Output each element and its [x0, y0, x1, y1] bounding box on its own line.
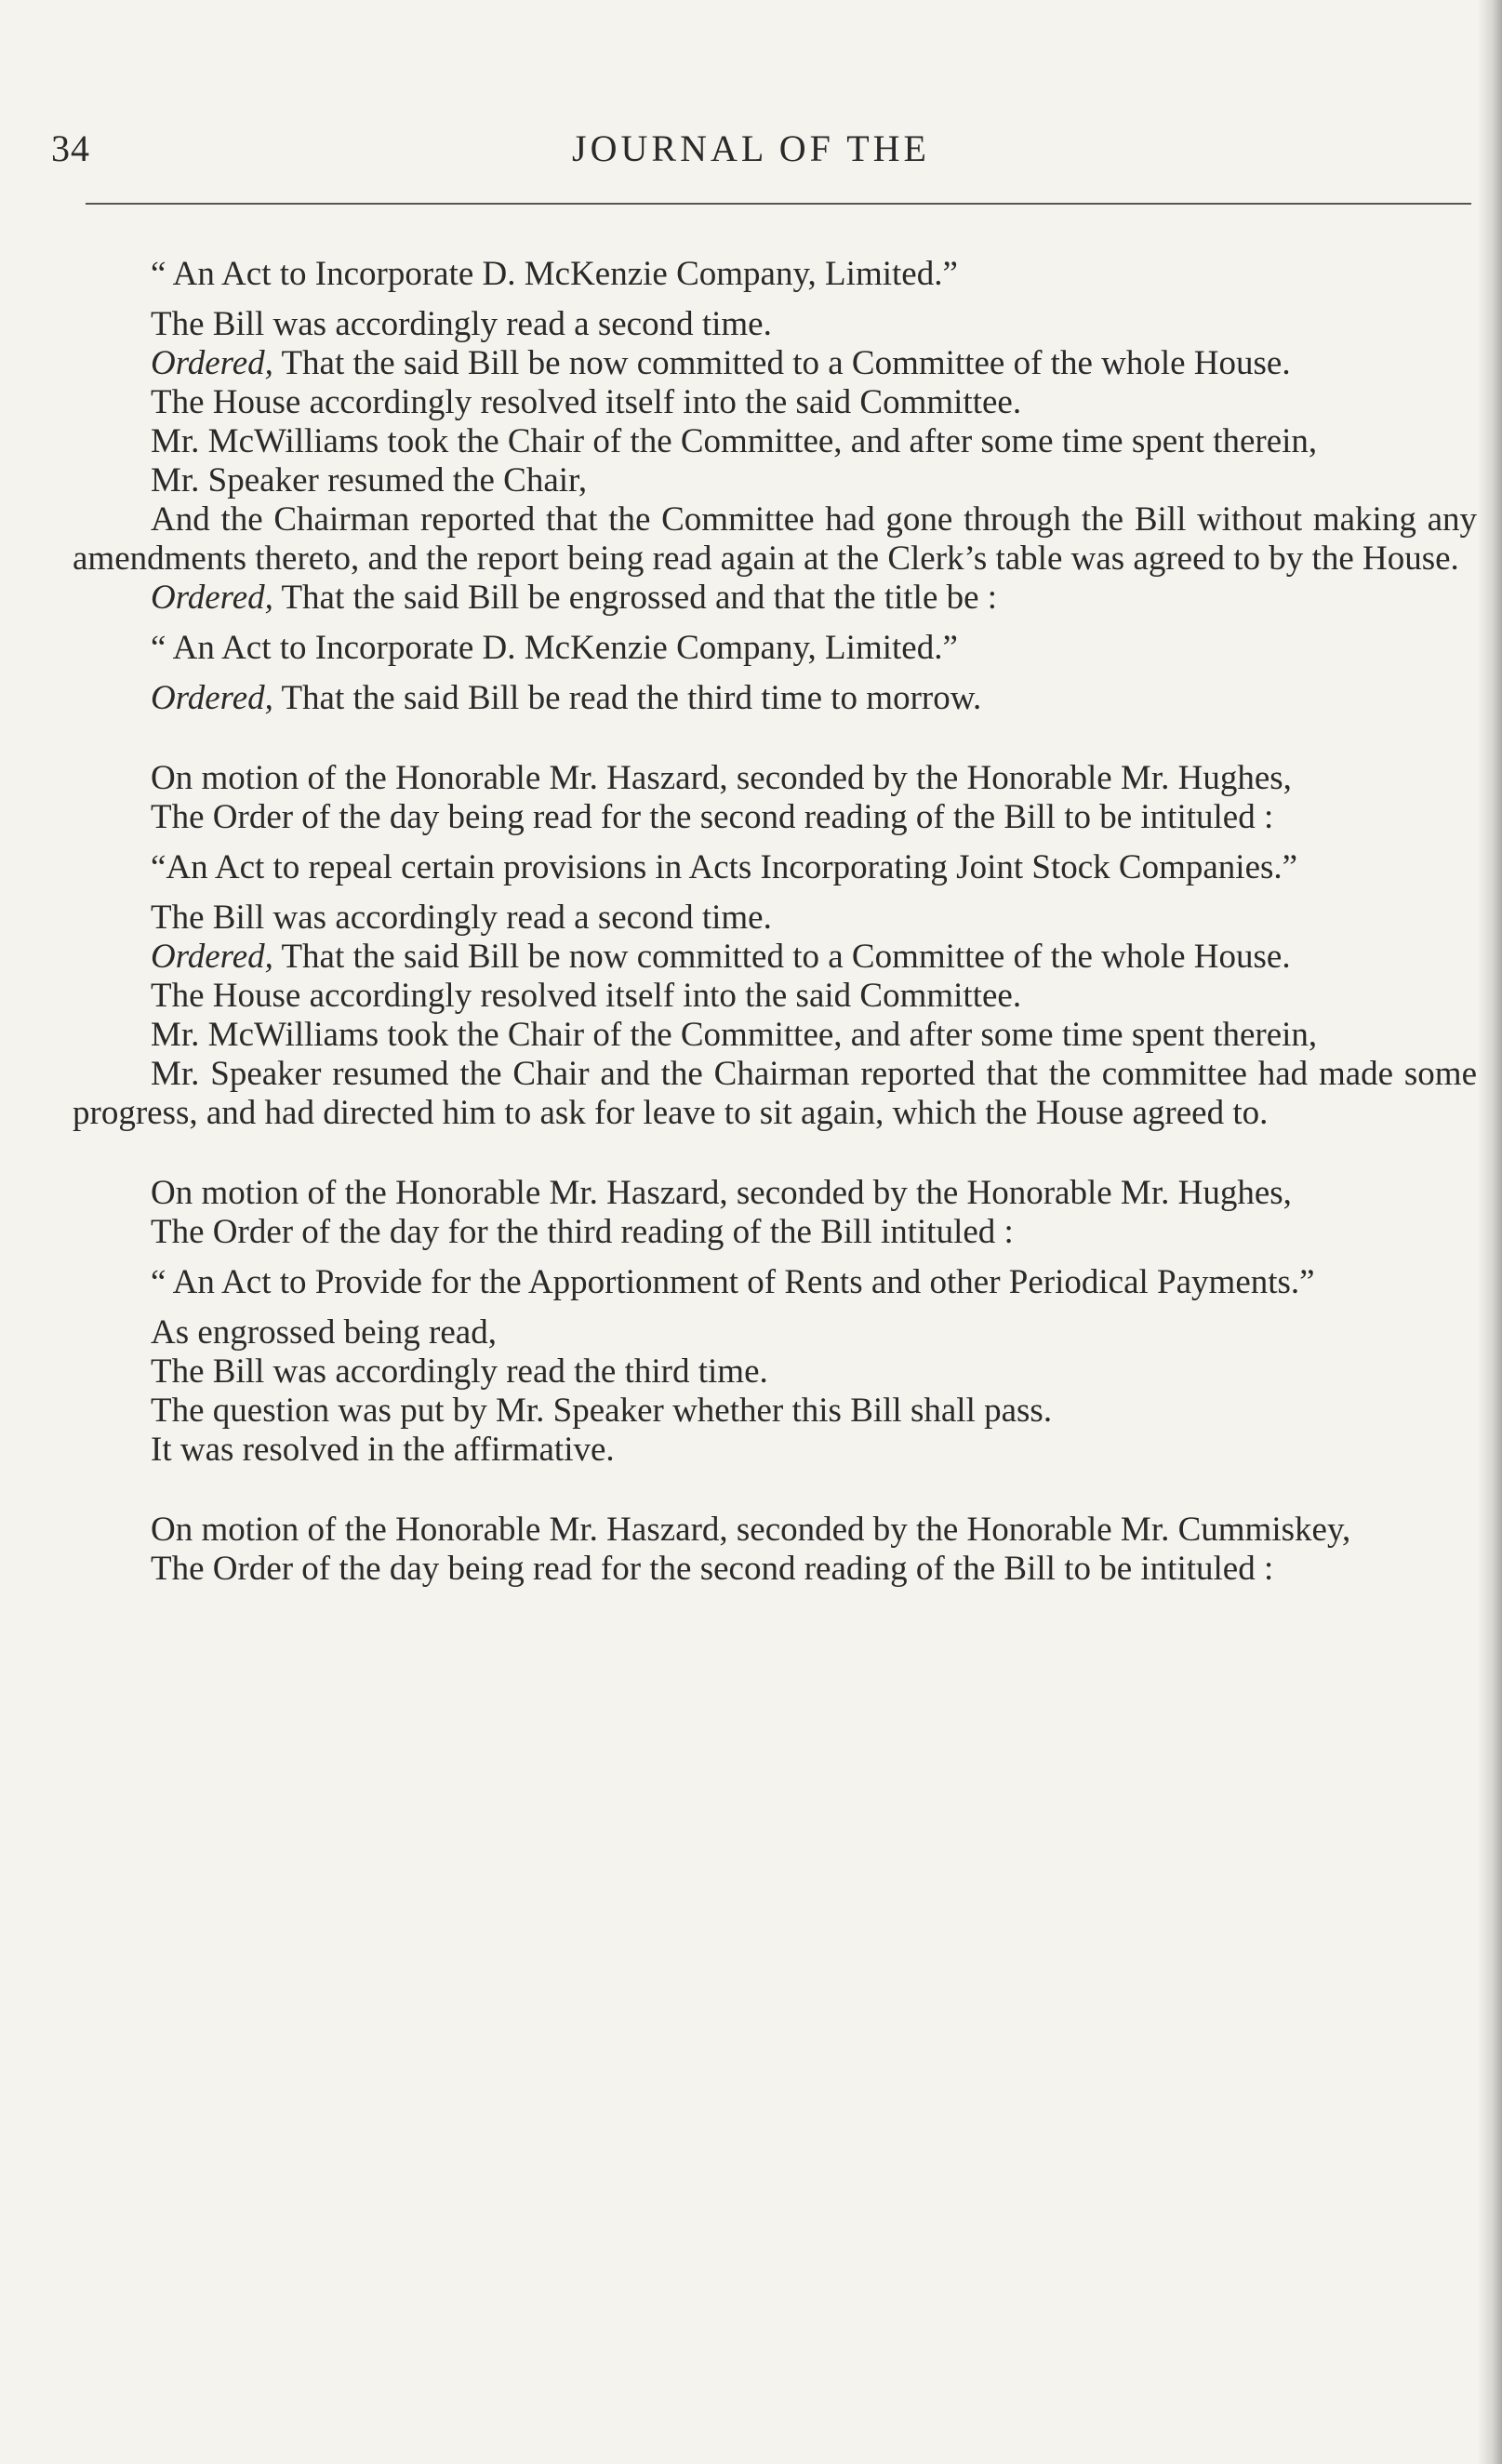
- ordered-lead: Ordered,: [151, 344, 273, 382]
- paragraph-text: That the said Bill be read the third time to morrow.: [272, 679, 982, 717]
- running-title: JOURNAL OF THE: [572, 127, 930, 169]
- paragraph: The House accordingly resolved itself into the said Committee.: [151, 383, 1022, 421]
- paragraph: The Order of the day being read for the second reading of the Bill to be intituled :: [151, 1550, 1274, 1588]
- page-header: [0, 0, 1502, 214]
- ordered-lead: Ordered,: [151, 679, 273, 717]
- motion-paragraph: On motion of the Honorable Mr. Haszard, seconded by the Honorable Mr. Hughes,: [151, 1174, 1292, 1212]
- paragraph: The House accordingly resolved itself into the said Committee.: [151, 977, 1022, 1015]
- body-text: [73, 244, 1477, 1589]
- order-paragraph: [73, 938, 1477, 977]
- bill-title: “ An Act to Incorporate D. McKenzie Company, Limited.”: [151, 255, 958, 293]
- paragraph-text: That the said Bill be now committed to a Committee of the whole House.: [272, 938, 1291, 976]
- paragraph: And the Chairman reported that the Committee had gone through the Bill without making any amendments thereto, and the report being read again at the Clerk’s table was agreed to by the House.: [73, 500, 1477, 578]
- order-paragraph: [73, 579, 1477, 618]
- ordered-lead: Ordered,: [151, 579, 273, 617]
- paragraph: Mr. Speaker resumed the Chair and the Chairman reported that the committee had made some progress, and had directed him to ask for leave to sit again, which the House agreed to.: [73, 1055, 1477, 1132]
- paragraph: Mr. Speaker resumed the Chair,: [151, 461, 588, 499]
- paragraph: The Order of the day for the third reading of the Bill intituled :: [151, 1213, 1014, 1251]
- paragraph: Mr. McWilliams took the Chair of the Committee, and after some time spent therein,: [151, 1016, 1318, 1054]
- motion-paragraph: On motion of the Honorable Mr. Haszard, seconded by the Honorable Mr. Hughes,: [151, 759, 1292, 797]
- paragraph: Mr. McWilliams took the Chair of the Committee, and after some time spent therein,: [151, 422, 1318, 460]
- paragraph: The Bill was accordingly read a second time.: [151, 305, 772, 343]
- header-rule: [86, 203, 1471, 205]
- paragraph: The question was put by Mr. Speaker whether this Bill shall pass.: [151, 1392, 1053, 1430]
- page-edge-shadow: [1478, 0, 1502, 2464]
- page-number: 34: [51, 127, 90, 169]
- bill-title: “An Act to repeal certain provisions in Acts Incorporating Joint Stock Companies.”: [151, 848, 1298, 886]
- order-paragraph: [73, 344, 1477, 383]
- paragraph: The Bill was accordingly read the third time.: [151, 1352, 768, 1391]
- order-paragraph: [73, 679, 1477, 718]
- paragraph: As engrossed being read,: [151, 1313, 497, 1352]
- paragraph-text: That the said Bill be engrossed and that the title be :: [272, 579, 998, 617]
- paragraph-text: That the said Bill be now committed to a Committee of the whole House.: [272, 344, 1291, 382]
- paragraph: The Bill was accordingly read a second time.: [151, 899, 772, 937]
- ordered-lead: Ordered,: [151, 938, 273, 976]
- paragraph: It was resolved in the affirmative.: [151, 1431, 615, 1469]
- motion-paragraph: On motion of the Honorable Mr. Haszard, seconded by the Honorable Mr. Cummiskey,: [151, 1511, 1351, 1549]
- bill-title: “ An Act to Incorporate D. McKenzie Company, Limited.”: [151, 629, 958, 667]
- paragraph: The Order of the day being read for the second reading of the Bill to be intituled :: [151, 798, 1274, 836]
- bill-title: “ An Act to Provide for the Apportionment of Rents and other Periodical Payments.”: [151, 1263, 1315, 1301]
